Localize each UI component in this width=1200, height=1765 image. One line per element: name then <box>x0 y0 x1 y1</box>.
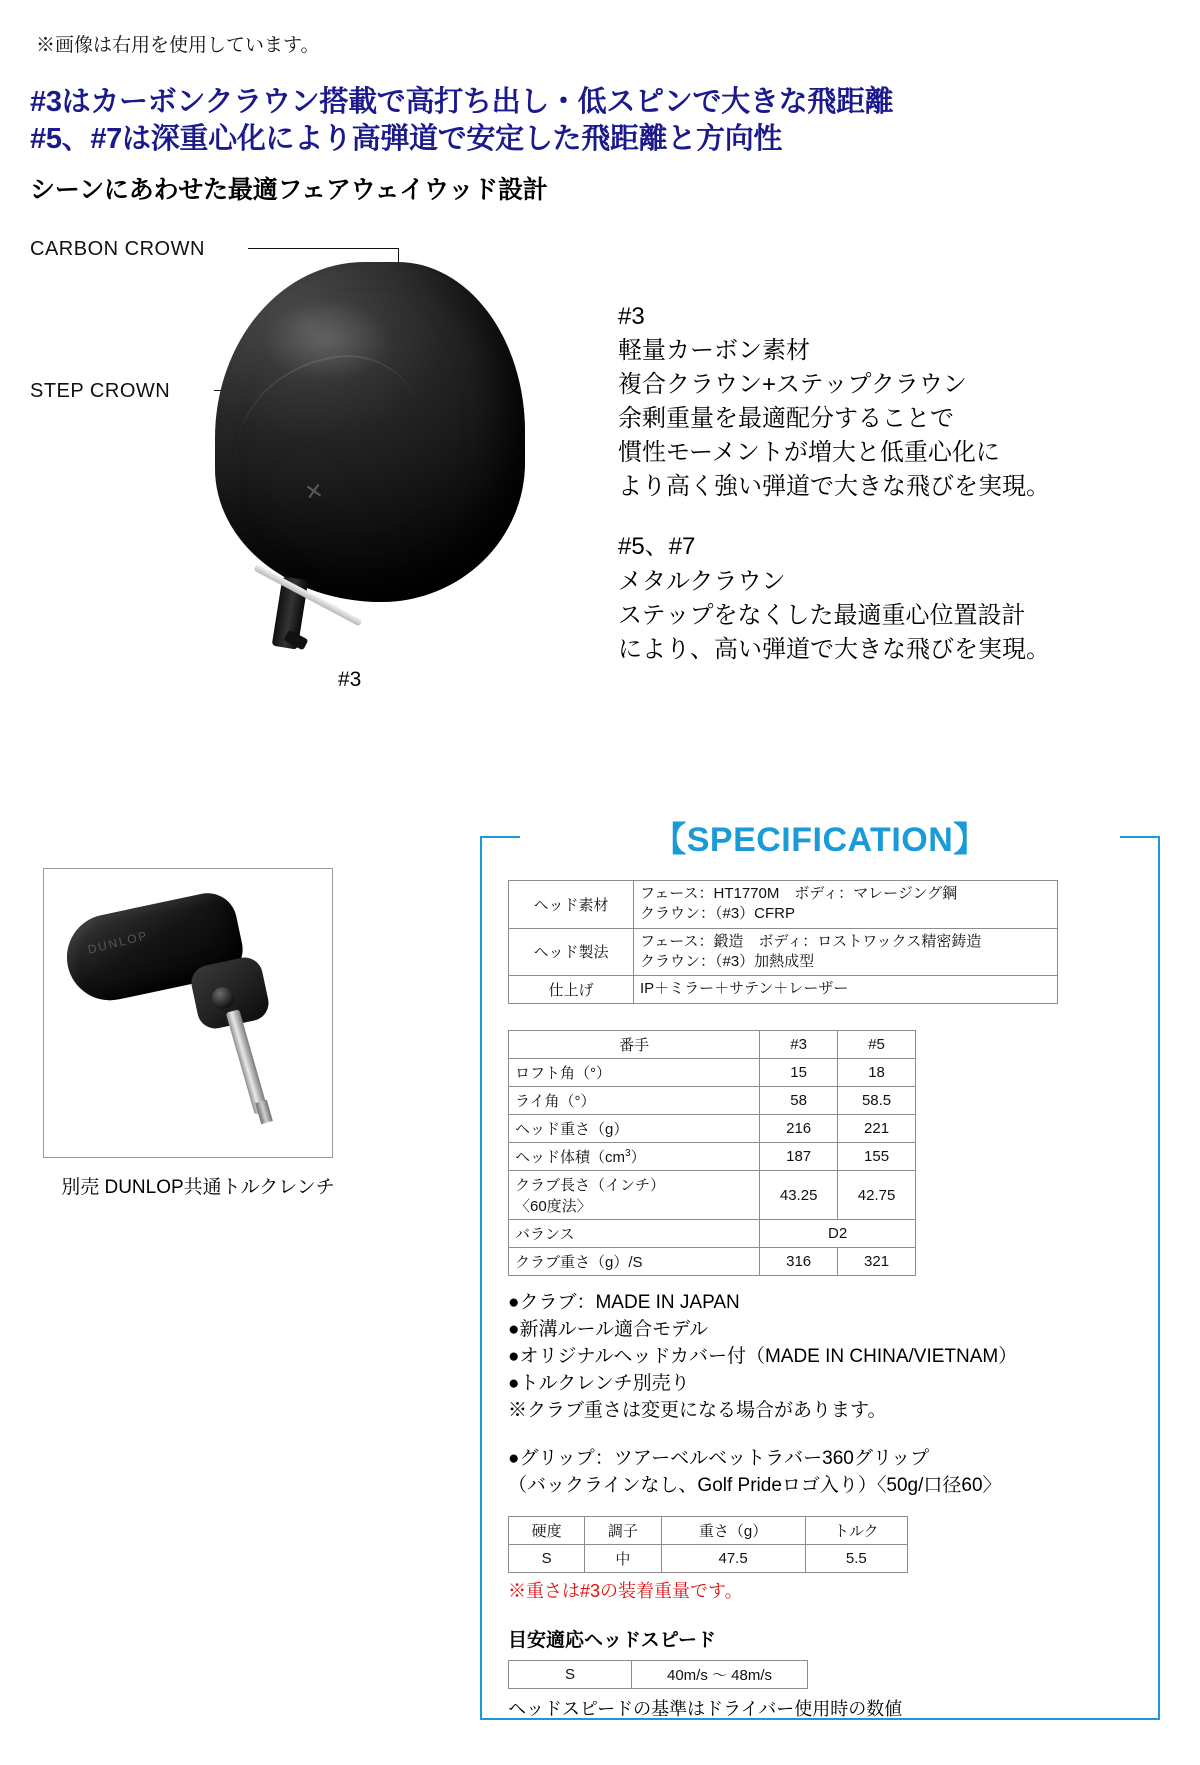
head-speed-table <box>508 1660 808 1689</box>
feature-57w-line-4: により、高い弾道で大きな飛びを実現。 <box>618 635 1050 663</box>
subheadline: シーンにあわせた最適フェアウェイウッド設計 <box>30 176 548 204</box>
head-volume-label-main: ヘッド体積（cm <box>515 1149 625 1166</box>
grip-table <box>508 1516 908 1573</box>
feature-3w-line-6: より高く強い弾道で大きな飛びを実現。 <box>618 473 1050 501</box>
grip-value-weight: 47.5 <box>661 1544 805 1572</box>
fairway-wood-head <box>215 248 555 668</box>
specification-title: 【SPECIFICATION】 <box>520 812 1120 861</box>
grip-line-2: （バックラインなし、Golf Prideロゴ入り）〈50g/口径60〉 <box>508 1475 1002 1497</box>
image-disclaimer: ※画像は右用を使用しています。 <box>36 35 320 56</box>
feature-57w-line-1: #5、#7 <box>618 533 696 561</box>
grip-col-flex: 調子 <box>585 1516 661 1544</box>
grip-value-hardness: S <box>509 1544 585 1572</box>
list-item: ●トルクレンチ別売り <box>508 1372 690 1394</box>
material-row-label: 仕上げ <box>509 976 634 1004</box>
feature-3w-line-3: 複合クラウン+ステップクラウン <box>618 371 967 399</box>
wrench-emboss-text: DUNLOP <box>86 928 150 957</box>
table-row <box>509 1248 916 1276</box>
spec-row-value-5w: 58.5 <box>838 1087 916 1115</box>
table-row <box>509 881 1058 929</box>
material-table <box>508 880 1058 1004</box>
list-item: ●新溝ルール適合モデル <box>508 1318 709 1340</box>
grip-col-torque: トルク <box>805 1516 907 1544</box>
grip-weight-note: ※重さは#3の装着重量です。 <box>508 1580 743 1601</box>
table-row <box>509 1143 916 1171</box>
feature-block-5w-7w <box>618 530 1178 666</box>
spec-row-value-3w: 15 <box>760 1059 838 1087</box>
table-row <box>509 928 1058 976</box>
head-speed-title: 目安適応ヘッドスピード <box>508 1629 717 1651</box>
material-row-value <box>634 881 1058 929</box>
length-label-line-1: クラブ長さ（インチ） <box>515 1177 666 1194</box>
table-row <box>509 1115 916 1143</box>
material-row-label: ヘッド製法 <box>509 928 634 976</box>
headline <box>30 84 1170 158</box>
specification-content <box>508 880 1148 1721</box>
feature-57w-line-3: ステップをなくした最適重心位置設計 <box>618 601 1026 629</box>
material-row-label: ヘッド素材 <box>509 881 634 929</box>
material-row-value: IP＋ミラー＋サテン＋レーザー <box>634 976 1058 1004</box>
length-label-line-2: 〈60度法〉 <box>515 1198 592 1215</box>
grip-line-1: ●グリップ：ツアーベルベットラバー360グリップ <box>508 1447 930 1469</box>
table-header-row <box>509 1516 908 1544</box>
spec-row-value-5w: 42.75 <box>838 1171 916 1220</box>
table-row <box>509 1171 916 1220</box>
wrench-shaft <box>226 1009 269 1115</box>
material-row-value <box>634 928 1058 976</box>
spec-row-value-balance: D2 <box>760 1220 916 1248</box>
material-row-value-line-2: クラウン：（#3）加熱成型 <box>640 952 815 970</box>
table-row <box>509 1220 916 1248</box>
spec-row-value-3w: 58 <box>760 1087 838 1115</box>
grip-value-torque: 5.5 <box>805 1544 907 1572</box>
table-row <box>509 1544 908 1572</box>
spec-row-value-3w: 43.25 <box>760 1171 838 1220</box>
table-row <box>509 1660 808 1688</box>
torque-wrench-photo <box>43 868 333 1158</box>
club-illustration <box>20 228 580 708</box>
spec-row-value-5w: 321 <box>838 1248 916 1276</box>
brand-mark-icon: ✕ <box>302 478 326 507</box>
table-row <box>509 976 1058 1004</box>
material-row-value-line-2: クラウン：（#3）CFRP <box>640 905 796 923</box>
table-header-row <box>509 1031 916 1059</box>
spec-row-label: クラブ重さ（g）/S <box>509 1248 760 1276</box>
wrench-knob <box>212 987 234 1009</box>
feature-3w-line-2: 軽量カーボン素材 <box>618 337 810 365</box>
spec-number-table <box>508 1030 916 1276</box>
grip-col-hardness: 硬度 <box>509 1516 585 1544</box>
bullet-list <box>508 1290 1148 1425</box>
spec-col-3w: #3 <box>760 1031 838 1059</box>
feature-description <box>618 300 1178 693</box>
material-row-value-line-1: フェース：HT1770M ボディ：マレージング鋼 <box>640 885 958 902</box>
head-volume-label-tail: ） <box>630 1149 646 1166</box>
list-item: ●オリジナルヘッドカバー付（MADE IN CHINA/VIETNAM） <box>508 1345 1018 1367</box>
grip-value-flex: 中 <box>585 1544 661 1572</box>
spec-row-label: ヘッド重さ（g） <box>509 1115 760 1143</box>
spec-col-model: 番手 <box>509 1031 760 1059</box>
spec-row-value-3w: 187 <box>760 1143 838 1171</box>
spec-row-label: ライ角（°） <box>509 1087 760 1115</box>
club-caption: #3 <box>338 668 362 691</box>
spec-row-label-length <box>509 1171 760 1220</box>
spec-col-5w: #5 <box>838 1031 916 1059</box>
table-row <box>509 1059 916 1087</box>
callout-step-crown-label: STEP CROWN <box>30 380 171 402</box>
spec-row-value-3w: 316 <box>760 1248 838 1276</box>
feature-3w-line-1: #3 <box>618 303 645 330</box>
spec-row-value-5w: 155 <box>838 1143 916 1171</box>
feature-57w-line-2: メタルクラウン <box>618 567 786 595</box>
head-volume-label-sup: 3 <box>625 1148 631 1159</box>
spec-row-value-5w: 221 <box>838 1115 916 1143</box>
list-item: ※クラブ重さは変更になる場合があります。 <box>508 1399 887 1421</box>
spec-row-label: バランス <box>509 1220 760 1248</box>
callout-carbon-crown-label: CARBON CROWN <box>30 238 205 260</box>
wrench-caption: 別売 DUNLOP共通トルクレンチ <box>61 1177 335 1198</box>
headline-line-2: #5、#7は深重心化により高弾道で安定した飛距離と方向性 <box>30 123 783 156</box>
spec-row-value-3w: 216 <box>760 1115 838 1143</box>
grip-description <box>508 1445 1148 1500</box>
head-speed-range: 40m/s ～ 48m/s <box>632 1660 808 1688</box>
head-speed-flex: S <box>509 1660 632 1688</box>
spec-row-value-5w: 18 <box>838 1059 916 1087</box>
material-row-value-line-1: フェース：鍛造 ボディ：ロストワックス精密鋳造 <box>640 932 982 950</box>
feature-block-3w <box>618 300 1178 504</box>
feature-3w-line-4: 余剰重量を最適配分することで <box>618 405 954 433</box>
list-item: ●クラブ：MADE IN JAPAN <box>508 1292 740 1313</box>
feature-3w-line-5: 慣性モーメントが増大と低重心化に <box>618 439 1000 467</box>
headline-line-1: #3はカーボンクラウン搭載で高打ち出し・低スピンで大きな飛距離 <box>30 86 894 118</box>
table-row <box>509 1087 916 1115</box>
spec-row-label-head-volume <box>509 1143 760 1171</box>
wrench-tip <box>255 1100 273 1124</box>
spec-row-label: ロフト角（°） <box>509 1059 760 1087</box>
head-speed-footnote: ヘッドスピードの基準はドライバー使用時の数値 <box>508 1698 903 1719</box>
grip-col-weight: 重さ（g） <box>661 1516 805 1544</box>
